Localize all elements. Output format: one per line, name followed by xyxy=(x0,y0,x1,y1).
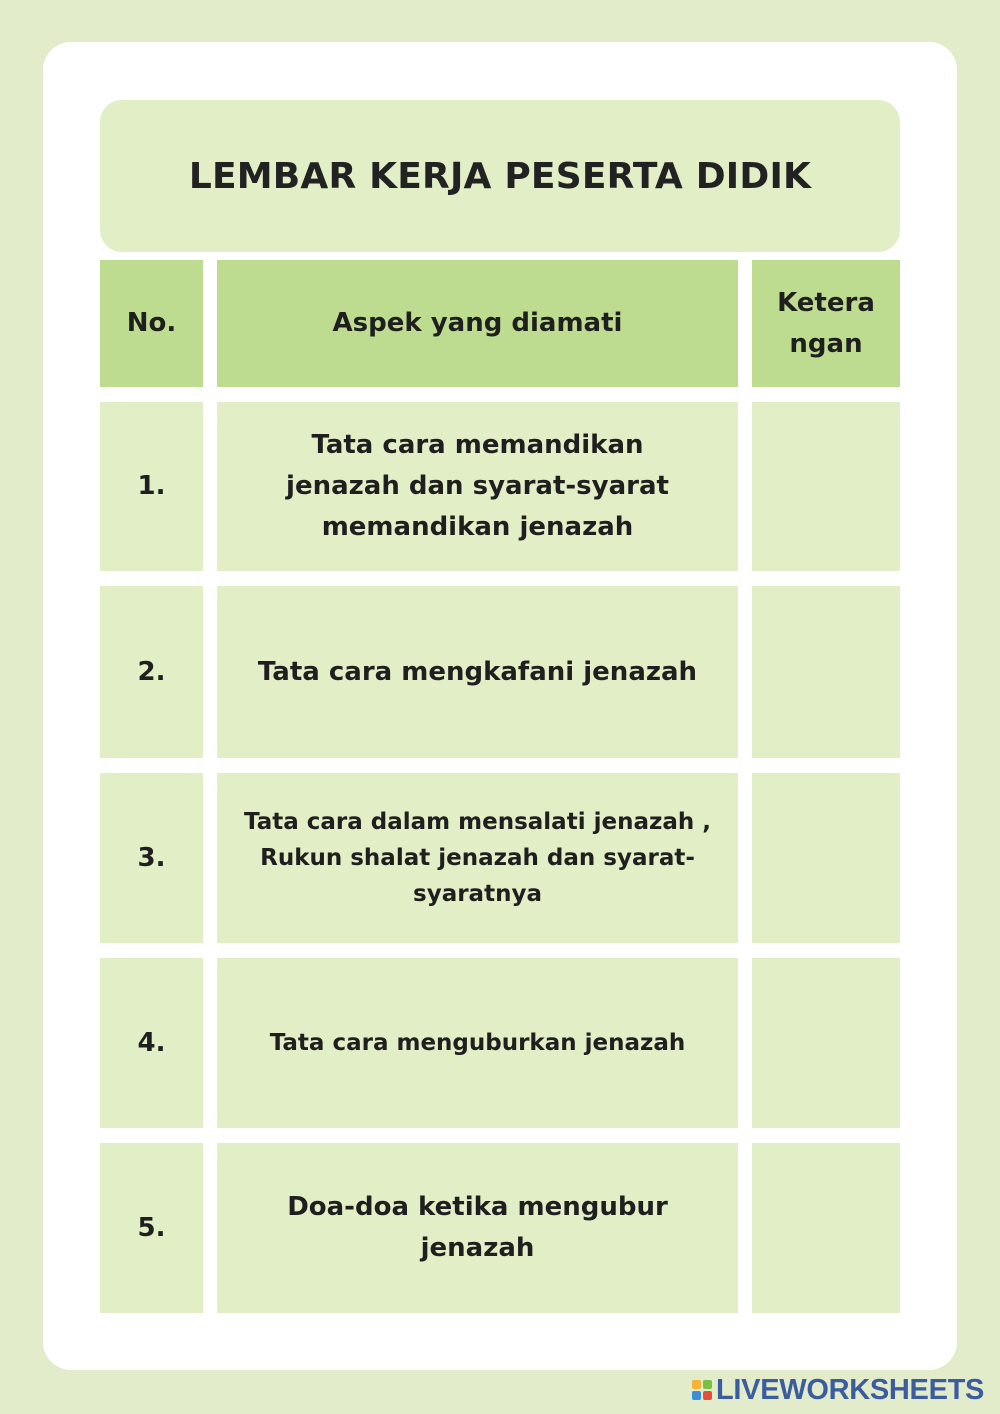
row-4-note-field[interactable] xyxy=(752,958,900,1128)
header-note: Ketera ngan xyxy=(752,260,900,387)
logo-square-3 xyxy=(692,1391,701,1400)
row-1-aspect: Tata cara memandikan jenazah dan syarat-syarat memandikan jenazah xyxy=(217,402,738,571)
logo-square-1 xyxy=(692,1380,701,1389)
page-title: LEMBAR KERJA PESERTA DIDIK xyxy=(188,155,812,197)
row-2-no: 2. xyxy=(100,586,203,758)
row-5-aspect: Doa-doa ketika mengubur jenazah xyxy=(217,1143,738,1313)
row-1-note-field[interactable] xyxy=(752,402,900,571)
row-3-no: 3. xyxy=(100,773,203,943)
logo-square-4 xyxy=(703,1391,712,1400)
row-4-no: 4. xyxy=(100,958,203,1128)
row-5-note-field[interactable] xyxy=(752,1143,900,1313)
row-3-note-field[interactable] xyxy=(752,773,900,943)
title-box xyxy=(100,100,900,252)
row-2-note-field[interactable] xyxy=(752,586,900,758)
row-4-aspect: Tata cara menguburkan jenazah xyxy=(217,958,738,1128)
logo-square-2 xyxy=(703,1380,712,1389)
row-5-no: 5. xyxy=(100,1143,203,1313)
row-3-aspect: Tata cara dalam mensalati jenazah , Rukun shalat jenazah dan syarat-syaratnya xyxy=(217,773,738,943)
row-1-no: 1. xyxy=(100,402,203,571)
brand-text: LIVEWORKSHEETS xyxy=(716,1373,985,1406)
header-no: No. xyxy=(100,260,203,387)
header-aspect: Aspek yang diamati xyxy=(217,260,738,387)
row-2-aspect: Tata cara mengkafani jenazah xyxy=(217,586,738,758)
liveworksheets-logo-icon xyxy=(692,1380,712,1400)
liveworksheets-brand[interactable] xyxy=(692,1373,984,1407)
